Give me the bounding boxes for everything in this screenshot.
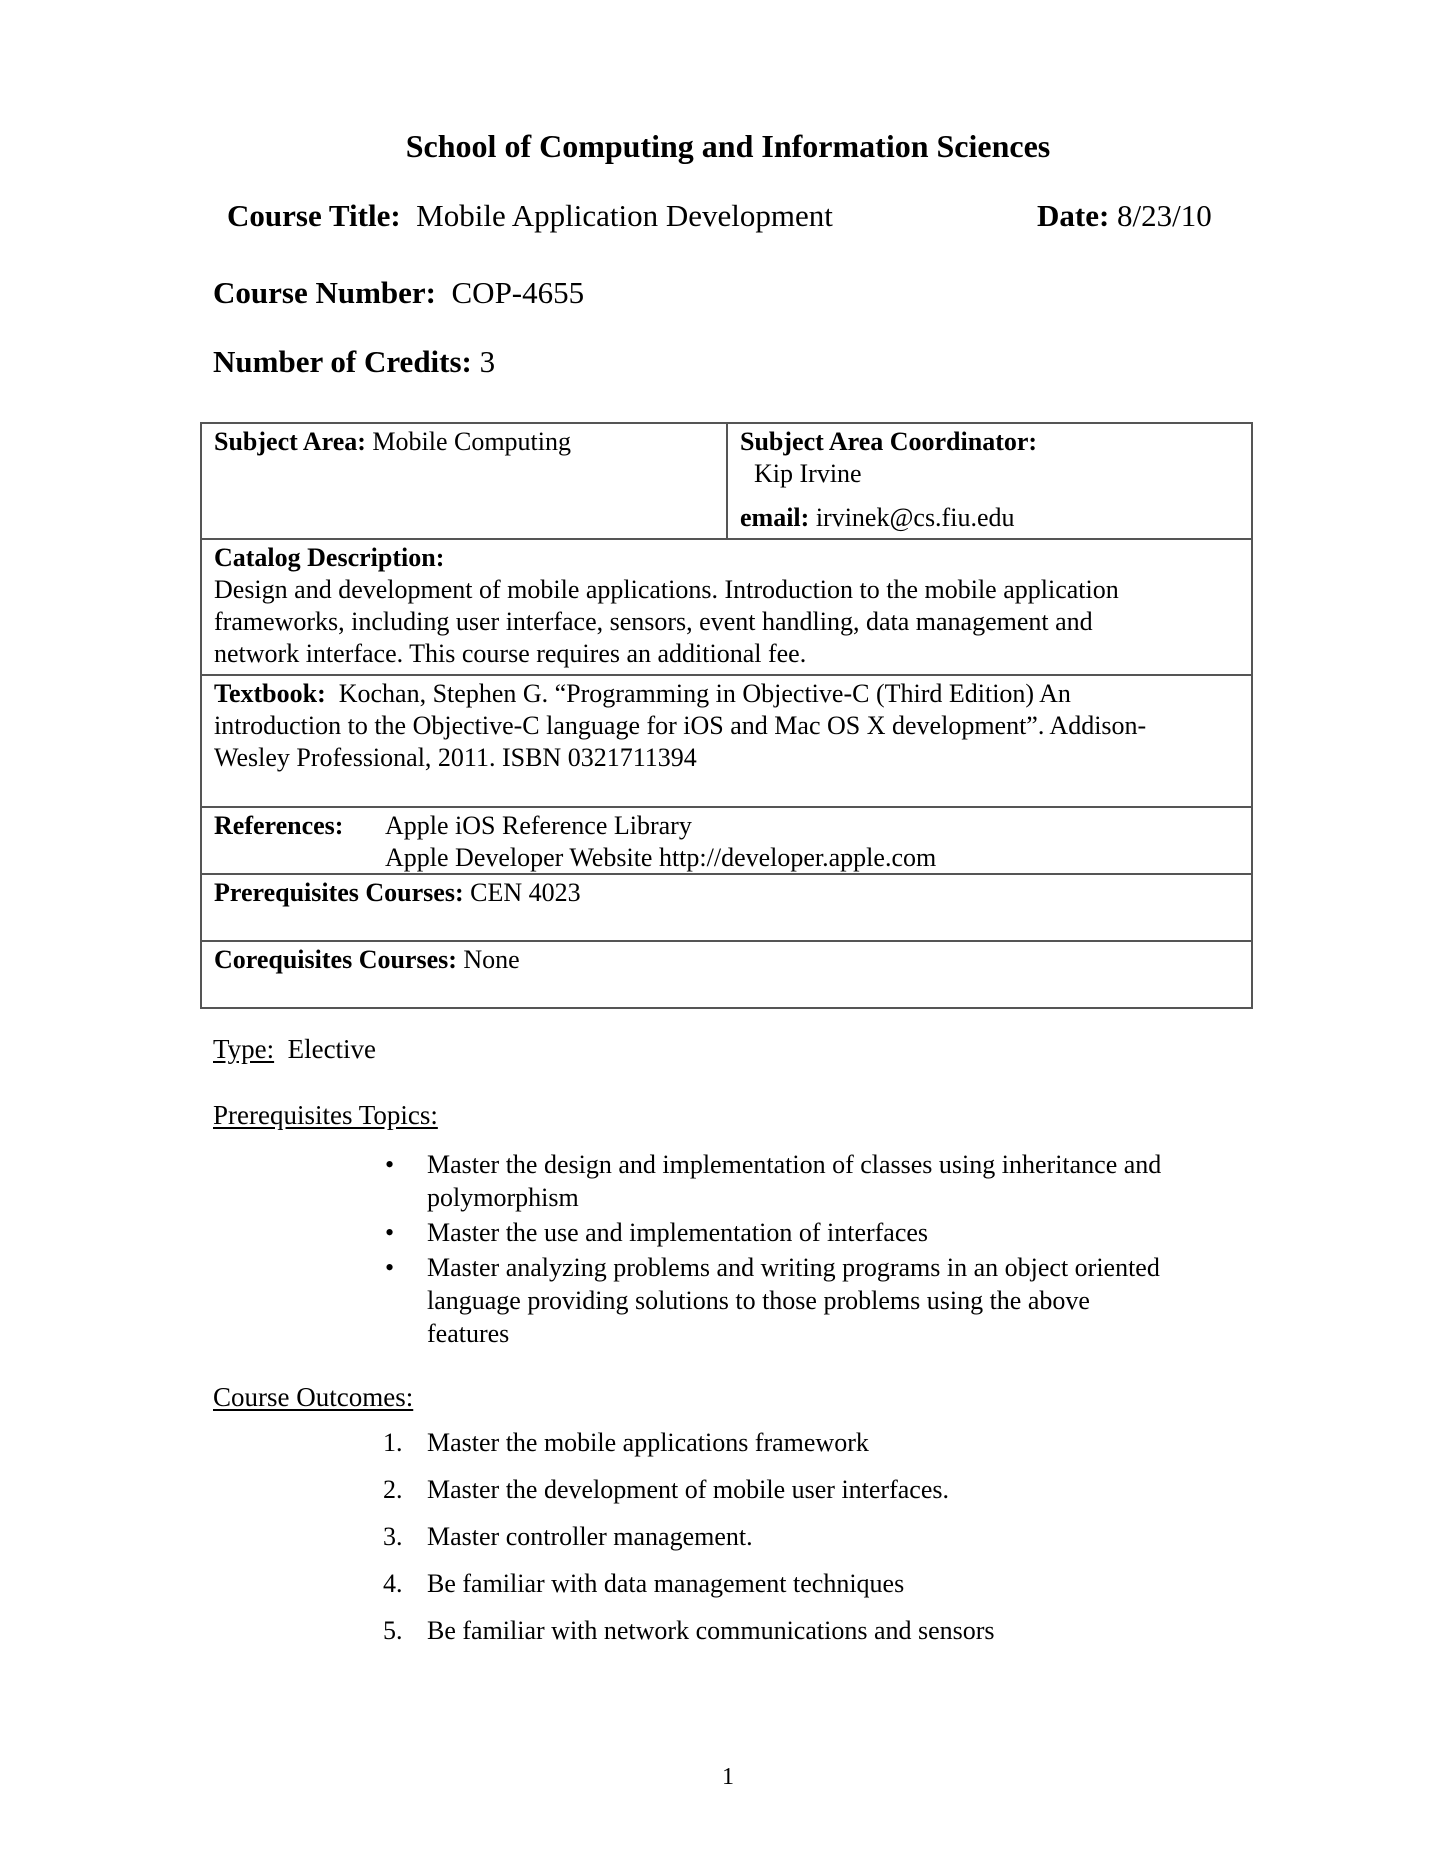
- course-number-line: [213, 275, 584, 311]
- topic-line: polymorphism: [427, 1183, 579, 1212]
- type-value: Elective: [287, 1034, 377, 1064]
- course-title-label: Course Title:: [227, 198, 401, 233]
- catalog-line: frameworks, including user interface, sensors, event handling, data management and: [214, 607, 1093, 636]
- coreq-courses-cell: [201, 941, 1252, 1008]
- school-title: School of Computing and Information Sciences: [405, 128, 1051, 164]
- list-item: [383, 1567, 995, 1614]
- list-item: [385, 1216, 1257, 1249]
- catalog-line: network interface. This course requires an additional fee.: [214, 639, 807, 668]
- coreq-courses-label: Corequisites Courses:: [214, 945, 457, 974]
- email-value: irvinek@cs.fiu.edu: [815, 503, 1015, 532]
- outcome-number: 2.: [383, 1475, 403, 1504]
- reference-item: Apple Developer Website http://developer.apple.com: [385, 843, 937, 872]
- topic-line: Master the use and implementation of interfaces: [427, 1218, 929, 1247]
- references-list: [385, 810, 936, 874]
- course-number-value: COP-4655: [451, 275, 585, 310]
- references-row: [201, 807, 1252, 874]
- prereq-courses-label: Prerequisites Courses:: [214, 878, 464, 907]
- catalog-cell: [201, 539, 1252, 675]
- subject-row: [201, 423, 1252, 539]
- subject-area-label: Subject Area:: [214, 427, 366, 456]
- topic-line: Master the design and implementation of classes using inheritance and: [427, 1150, 1162, 1179]
- type-label: Type:: [213, 1034, 275, 1064]
- topic-line: Master analyzing problems and writing programs in an object oriented: [427, 1253, 1160, 1282]
- list-item: [383, 1473, 995, 1520]
- prereq-topics-heading: Prerequisites Topics:: [213, 1100, 438, 1130]
- outcome-number: 1.: [383, 1428, 403, 1457]
- date-label: Date:: [1037, 198, 1110, 233]
- bullet-icon: •: [385, 1150, 395, 1179]
- outcome-text: Master the development of mobile user interfaces.: [427, 1475, 949, 1504]
- outcome-text: Master controller management.: [427, 1522, 753, 1551]
- prereq-topics-list: [385, 1148, 1257, 1352]
- coreq-courses-value: None: [463, 945, 520, 974]
- textbook-text: Kochan, Stephen G. “Programming in Objective-C (Third Edition) An: [338, 679, 1071, 708]
- catalog-line: Design and development of mobile applications. Introduction to the mobile application: [214, 575, 1119, 604]
- outcome-text: Master the mobile applications framework: [427, 1428, 869, 1457]
- subject-area-value: Mobile Computing: [372, 427, 572, 456]
- list-item: [385, 1148, 1257, 1214]
- date-line: [1037, 198, 1212, 234]
- topic-line: features: [427, 1319, 510, 1348]
- bullet-icon: •: [385, 1253, 395, 1282]
- subject-area-cell: [201, 423, 727, 539]
- course-number-label: Course Number:: [213, 275, 436, 310]
- coordinator-cell: [727, 423, 1252, 539]
- textbook-line: Wesley Professional, 2011. ISBN 0321711394: [214, 743, 697, 772]
- list-item: [383, 1614, 995, 1661]
- email-line: [740, 502, 1239, 534]
- type-line: [213, 1034, 376, 1065]
- outcome-text: Be familiar with data management techniques: [427, 1569, 905, 1598]
- catalog-label: Catalog Description:: [214, 543, 445, 572]
- prereq-courses-cell: [201, 874, 1252, 941]
- prereq-courses-value: CEN 4023: [470, 878, 581, 907]
- coreq-courses-row: [201, 941, 1252, 1008]
- date-value: 8/23/10: [1117, 198, 1212, 233]
- reference-item: Apple iOS Reference Library: [385, 811, 692, 840]
- credits-line: [213, 344, 495, 380]
- topic-line: language providing solutions to those problems using the above: [427, 1286, 1090, 1315]
- email-label: email:: [740, 503, 810, 532]
- bullet-icon: •: [385, 1218, 395, 1247]
- course-info-table: [200, 422, 1253, 1009]
- credits-label: Number of Credits:: [213, 344, 472, 379]
- textbook-line: introduction to the Objective-C language for iOS and Mac OS X development”. Addison-: [214, 711, 1147, 740]
- textbook-row: [201, 675, 1252, 807]
- references-label: References:: [214, 811, 344, 840]
- textbook-label: Textbook:: [214, 679, 326, 708]
- list-item: [383, 1426, 995, 1473]
- page-number: 1: [722, 1764, 734, 1790]
- course-title-line: [227, 198, 833, 234]
- textbook-cell: [201, 675, 1252, 807]
- outcomes-list: [383, 1426, 995, 1661]
- coordinator-label: Subject Area Coordinator:: [740, 427, 1038, 456]
- outcome-number: 4.: [383, 1569, 403, 1598]
- outcome-number: 3.: [383, 1522, 403, 1551]
- references-cell: [201, 807, 1252, 874]
- outcome-text: Be familiar with network communications and sensors: [427, 1616, 995, 1645]
- list-item: [383, 1520, 995, 1567]
- list-item: [385, 1251, 1257, 1350]
- catalog-row: [201, 539, 1252, 675]
- prereq-courses-row: [201, 874, 1252, 941]
- course-title-value: Mobile Application Development: [416, 198, 833, 233]
- textbook-line: [214, 678, 1239, 710]
- outcomes-heading: Course Outcomes:: [213, 1382, 414, 1412]
- coordinator-value: Kip Irvine: [754, 459, 862, 488]
- outcome-number: 5.: [383, 1616, 403, 1645]
- credits-value: 3: [479, 344, 496, 379]
